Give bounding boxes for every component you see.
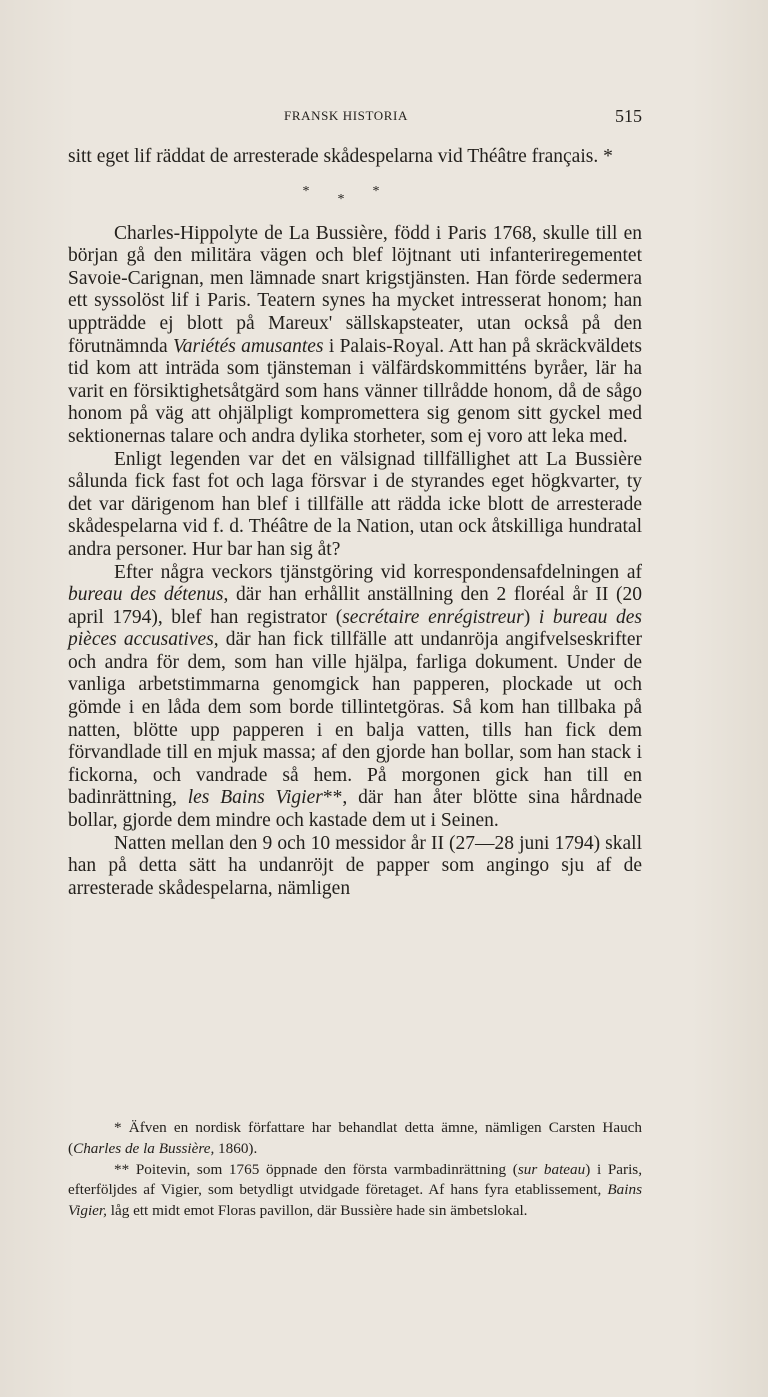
page-number: 515 [615,106,642,126]
footnote-1: * Äfven en nordisk författare har behandlat detta ämne, nämligen Carsten Hauch (Charles de la Bussière, 1860). [68,1119,642,1157]
asterism-star: * [302,183,338,199]
body-text [68,146,642,900]
asterism-star: * [337,191,373,207]
paragraph-messidor: Natten mellan den 9 och 10 messidor år II (27—28 juni 1794) skall han på detta sätt ha undanröjt de papper som angingo sju af de arresterade skådespelarna, nämligen [68,832,642,899]
running-title: FRANSK HISTORIA [284,108,408,123]
paragraph-continuation: sitt eget lif räddat de arresterade skådespelarna vid Théâtre français. * [68,146,613,167]
section-break-asterism [68,169,642,223]
running-head [68,106,642,128]
paragraph-legend: Enligt legenden var det en välsignad tillfällighet att La Bussière sålunda fick fast fot och laga försvar i de styrandes eget högkvarter, ty det var därigenom han blef i tillfälle att rädda icke blott de arresterade skådespelarna vid f. d. Théâtre de la Nation, utan ock åtskilliga hundratal andra personer. Hur bar han sig åt? [68,448,642,560]
paragraph-bussiere-intro: Charles-Hippolyte de La Bussière, född i Paris 1768, skulle till en början gå den militära vägen och blef löjtnant uti infanteriregementet Savoie-Carignan, men lämnade snart krigstjänsten. Han förde sedermera ett syssolöst lif i Paris. Teatern synes ha mycket intresserat honom; han uppträdde ej blott på Mareux' sällskapsteater, utan också på den förutnämnda Variétés amusantes i Palais-Royal. Att han på skräckväldets tid kom att inträda som tjänsteman i välfärdskommitténs byråer, lär ha varit en försiktighetsåtgärd som hans vänner tillrådde honom, då de sågo honom på väg att ohjälpligt kompromettera sig genom sitt gyckel med sektionernas talare och andra dylika storheter, som ej voro att leka med. [68,222,642,447]
footnotes [68,1118,642,1222]
asterism-star: * [372,183,408,199]
paragraph-registrator: Efter några veckors tjänstgöring vid korrespondensafdelningen af bureau des détenus, där han erhållit anställning den 2 floréal år II (20 april 1794), blef han registrator (secrétaire enrégistreur) i bureau des pièces accusatives, där han fick tillfälle att undanröja angifvelseskrifter och andra för dem, som han ville hjälpa, farliga dokument. Under de vanliga arbetstimmarna genomgick han papperen, plockade ut och gömde i en låda dem som borde tillintetgöras. Så kom han tillbaka på natten, blötte upp papperen i en balja vatten, tills han fick dem förvandlade till en mjuk massa; af den gjorde han bollar, som han stack i fickorna, och vandrade så hem. På morgonen gick han till en badinrättning, les Bains Vigier**, där han åter blötte sina hårdnade bollar, gjorde dem mindre och kastade dem ut i Seinen. [68,561,643,832]
footnote-2: ** Poitevin, som 1765 öppnade den första varmbadinrättning (sur bateau) i Paris, efterföljdes af Vigier, som betydligt utvidgade företaget. Af hans fyra etablissement, Bains Vigier, låg ett midt emot Floras pavillon, där Bussière hade sin ämbetslokal. [68,1160,643,1220]
